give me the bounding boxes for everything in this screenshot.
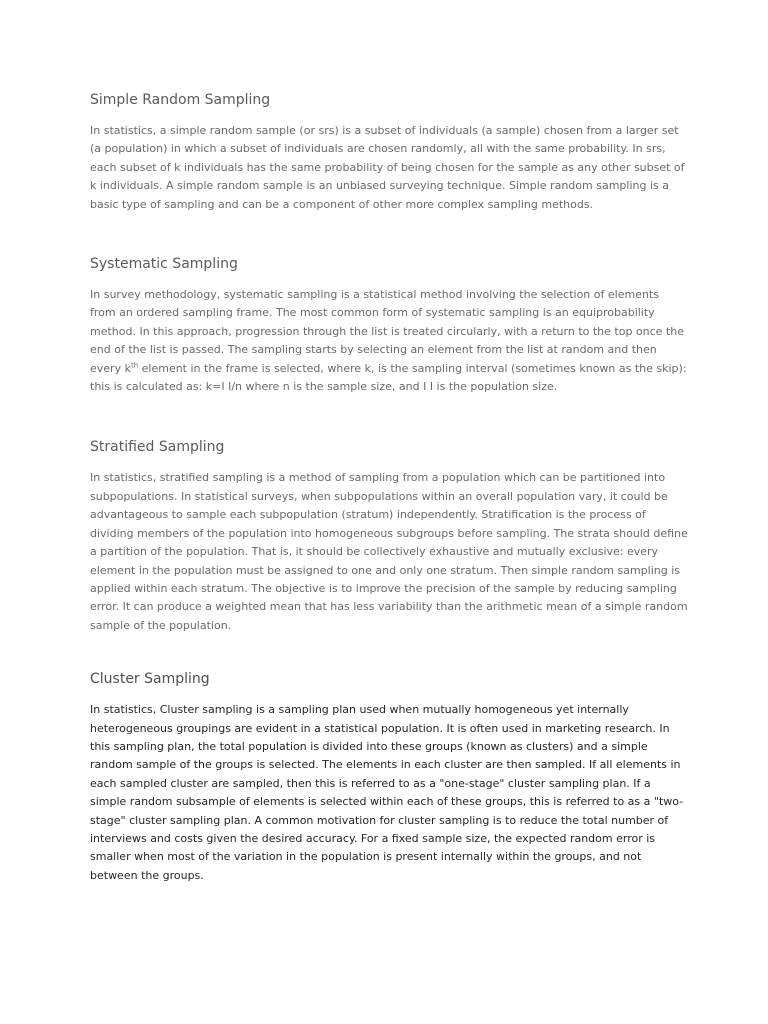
section-paragraph: In statistics, Cluster sampling is a sampling plan used when mutually homogeneous yet internally heterogeneous groupings are evident in a statistical population. It is often used in marketing research. In this sampling plan, the total population is divided into these groups (known as clusters) and a simple random sample of the groups is selected. The elements in each cluster are then sampled. If all elements in each sampled cluster are sampled, then this is referred to as a "one-stage" cluster sampling plan. If a simple random subsample of elements is selected within each of these groups, this is referred to as a "two-stage" cluster sampling plan. A common motivation for cluster sampling is to reduce the total number of interviews and costs given the desired accuracy. For a fixed sample size, the expected random error is smaller when most of the variation in the population is present internally within the groups, and not between the groups. [90, 703, 684, 882]
section-heading: Simple Random Sampling [90, 92, 271, 108]
section-stratified-sampling [90, 437, 688, 635]
paragraph-text-part: element in the frame is selected, where k, is the sampling interval (sometimes known as the skip): this is calculated as: k=I I/n where n is the sample size, and I I is the population size. [90, 361, 687, 394]
section-simple-random-sampling [90, 90, 688, 214]
superscript-th: th [130, 361, 139, 369]
section-paragraph: In statistics, stratified sampling is a method of sampling from a population which can be partitioned into subpopulations. In statistical surveys, when subpopulations within an overall population vary, it could be advantageous to sample each subpopulation (stratum) independently. Stratification is the process of dividing members of the population into homogeneous subgroups before sampling. The strata should define a partition of the population. That is, it should be collectively exhaustive and mutually exclusive: every element in the population must be assigned to one and only one stratum. Then simple random sampling is applied within each stratum. The objective is to improve the precision of the sample by reducing sampling error. It can produce a weighted mean that has less variability than the arithmetic mean of a simple random sample of the population. [90, 471, 688, 632]
section-paragraph [90, 286, 688, 396]
section-heading: Stratified Sampling [90, 439, 225, 456]
section-cluster-sampling [90, 669, 688, 885]
paragraph-text-part: In survey methodology, systematic sampling is a statistical method involving the selection of elements from an ordered sampling frame. The most common form of systematic sampling is an equiprobability method. In this approach, progression through the list is treated circularly, with a return to the top once the end of the list is passed. The sampling starts by selecting an element from the list at random and then every k [90, 288, 684, 375]
section-heading: Cluster Sampling [90, 671, 210, 688]
section-systematic-sampling [90, 254, 688, 396]
section-paragraph: In statistics, a simple random sample (or srs) is a subset of individuals (a sample) chosen from a larger set (a population) in which a subset of individuals are chosen randomly, all with the same probability. In srs, each subset of k individuals has the same probability of being chosen for the sample as any other subset of k individuals. A simple random sample is an unbiased surveying technique. Simple random sampling is a basic type of sampling and can be a component of other more complex sampling methods. [90, 124, 685, 211]
section-heading: Systematic Sampling [90, 256, 238, 273]
